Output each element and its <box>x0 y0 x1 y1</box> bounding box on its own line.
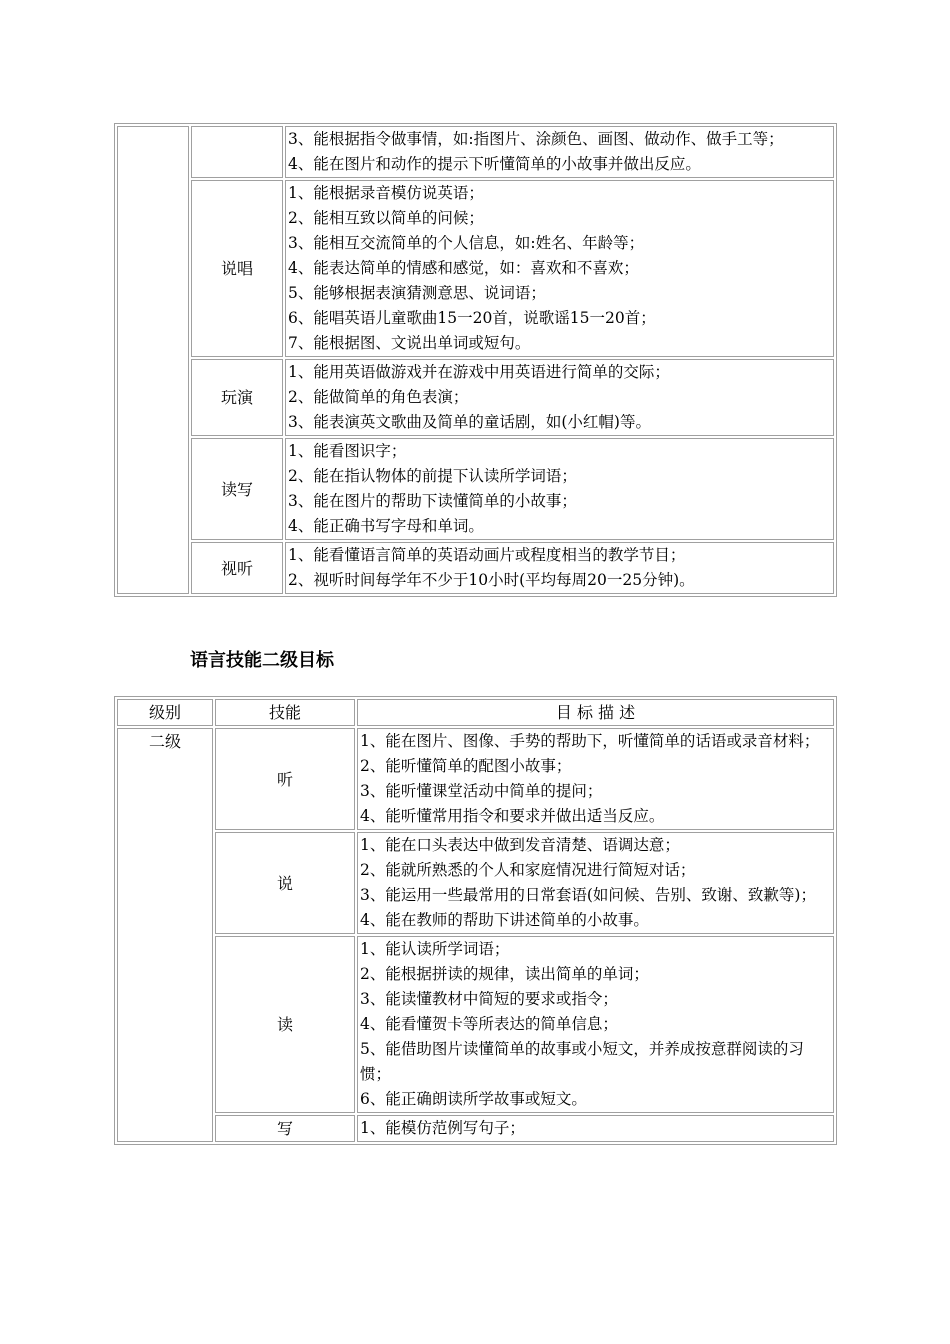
column-header-description: 目 标 描 述 <box>357 699 834 726</box>
skills-table-level-one <box>114 123 837 597</box>
skill-cell <box>191 126 283 178</box>
description-cell <box>357 832 834 934</box>
list-item: 4、能在教师的帮助下讲述简单的小故事。 <box>360 911 649 929</box>
list-item: 2、视听时间每学年不少于10小时(平均每周20一25分钟)。 <box>288 571 695 589</box>
table-row <box>117 438 834 540</box>
list-item: 3、能听懂课堂活动中简单的提问； <box>360 782 603 800</box>
list-item: 2、能在指认物体的前提下认读所学词语； <box>288 467 577 485</box>
list-item: 3、能表演英文歌曲及简单的童话剧，如(小红帽)等。 <box>288 413 651 431</box>
list-item: 2、能做简单的角色表演； <box>288 388 469 406</box>
list-item: 2、能就所熟悉的个人和家庭情况进行简短对话； <box>360 861 696 879</box>
list-item: 1、能用英语做游戏并在游戏中用英语进行简单的交际； <box>288 363 670 381</box>
skills-table-level-two <box>114 696 837 1145</box>
list-item: 1、能看懂语言简单的英语动画片或程度相当的教学节目； <box>288 546 686 564</box>
list-item: 1、能认读所学词语； <box>360 940 510 958</box>
column-header-level: 级别 <box>117 699 213 726</box>
description-cell <box>357 728 834 830</box>
description-cell <box>285 180 834 357</box>
list-item: 7、能根据图、文说出单词或短句。 <box>288 334 531 352</box>
list-item: 1、能模仿范例写句子； <box>360 1119 525 1137</box>
skill-cell: 写 <box>215 1115 355 1142</box>
table-row <box>117 728 834 830</box>
list-item: 2、能相互致以简单的问候； <box>288 209 484 227</box>
level-cell: 二级 <box>117 728 213 1142</box>
list-item: 1、能在图片、图像、手势的帮助下，听懂简单的话语或录音材料； <box>360 732 820 750</box>
skill-cell: 玩演 <box>191 359 283 436</box>
list-item: 5、能借助图片读懂简单的故事或小短文，并养成按意群阅读的习惯； <box>360 1040 804 1083</box>
column-header-skill: 技能 <box>215 699 355 726</box>
description-cell <box>285 542 834 594</box>
description-cell <box>357 936 834 1113</box>
table-row <box>117 832 834 934</box>
skill-cell: 说 <box>215 832 355 934</box>
list-item: 3、能相互交流简单的个人信息，如:姓名、年龄等； <box>288 234 645 252</box>
skill-cell: 听 <box>215 728 355 830</box>
table-row <box>117 180 834 357</box>
list-item: 3、能运用一些最常用的日常套语(如问候、告别、致谢、致歉等)； <box>360 886 816 904</box>
list-item: 1、能根据录音模仿说英语； <box>288 184 484 202</box>
description-cell <box>285 126 834 178</box>
skill-cell: 说唱 <box>191 180 283 357</box>
list-item: 3、能读懂教材中简短的要求或指令； <box>360 990 618 1008</box>
description-cell <box>285 438 834 540</box>
list-item: 2、能根据拼读的规律，读出简单的单词； <box>360 965 649 983</box>
list-item: 4、能在图片和动作的提示下听懂简单的小故事并做出反应。 <box>288 155 701 173</box>
list-item: 3、能在图片的帮助下读懂简单的小故事； <box>288 492 577 510</box>
table-header-row <box>117 699 834 726</box>
list-item: 4、能正确书写字母和单词。 <box>288 517 484 535</box>
list-item: 3、能根据指令做事情，如:指图片、涂颜色、画图、做动作、做手工等； <box>288 130 784 148</box>
list-item: 1、能在口头表达中做到发音清楚、语调达意； <box>360 836 680 854</box>
table-row <box>117 126 834 178</box>
description-cell <box>357 1115 834 1142</box>
table-row <box>117 1115 834 1142</box>
level-cell <box>117 126 189 594</box>
list-item: 6、能正确朗读所学故事或短文。 <box>360 1090 587 1108</box>
list-item: 6、能唱英语儿童歌曲15一20首，说歌谣15一20首； <box>288 309 656 327</box>
skill-cell: 读写 <box>191 438 283 540</box>
list-item: 4、能看懂贺卡等所表达的简单信息； <box>360 1015 618 1033</box>
list-item: 5、能够根据表演猜测意思、说词语； <box>288 284 546 302</box>
list-item: 4、能表达简单的情感和感觉，如：喜欢和不喜欢； <box>288 259 639 277</box>
skill-cell: 视听 <box>191 542 283 594</box>
table-row <box>117 936 834 1113</box>
list-item: 4、能听懂常用指令和要求并做出适当反应。 <box>360 807 665 825</box>
table-row <box>117 359 834 436</box>
list-item: 1、能看图识字； <box>288 442 407 460</box>
list-item: 2、能听懂简单的配图小故事； <box>360 757 572 775</box>
section-title: 语言技能二级目标 <box>190 650 334 671</box>
table-row <box>117 542 834 594</box>
skill-cell: 读 <box>215 936 355 1113</box>
description-cell <box>285 359 834 436</box>
